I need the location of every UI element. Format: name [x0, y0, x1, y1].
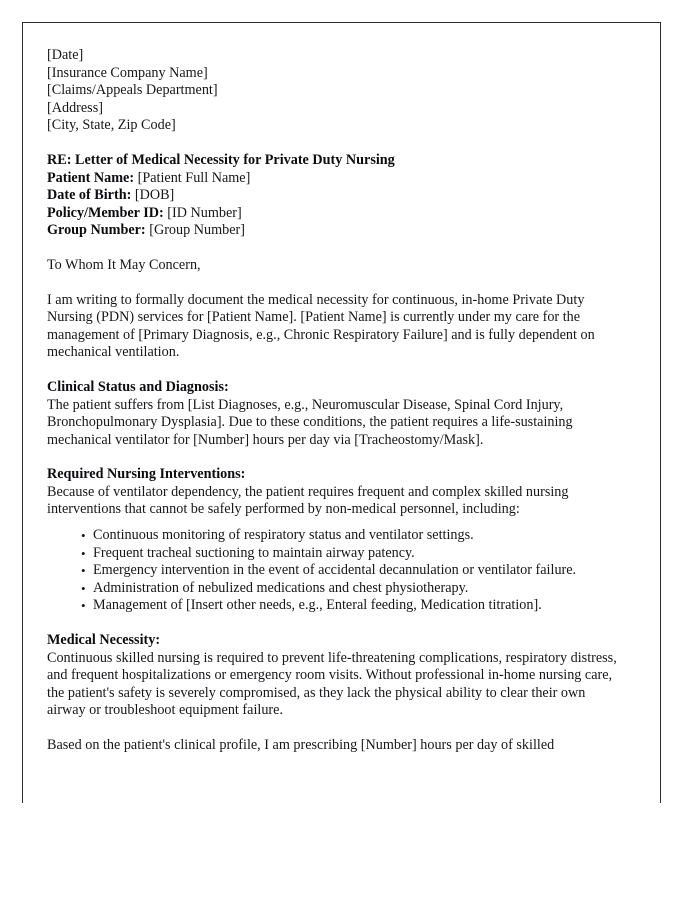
address-line-date: [Date]: [47, 47, 84, 63]
field-value-patient-name: [Patient Full Name]: [137, 169, 251, 186]
address-line-city: [City, State, Zip Code]: [47, 117, 176, 134]
field-label-patient-name: Patient Name:: [47, 169, 135, 186]
list-item: • Emergency intervention in the event of accidental decannulation or ventilator failure.: [81, 562, 623, 580]
field-label-group-number: Group Number:: [47, 222, 146, 239]
field-value-group-number: [Group Number]: [149, 222, 245, 239]
subject-and-patient-block: [47, 152, 623, 240]
opening-paragraph: I am writing to formally document the medical necessity for continuous, in-home Private Duty Nursing (PDN) services for [Patient Name]. [Patient Name] is currently under my care for the management of [Primary Diagnosis, e.g., Chronic Respiratory Failure] and is fully dependent on mechanical ventilation.: [47, 291, 595, 361]
field-value-policy-member-id: [ID Number]: [167, 204, 242, 221]
address-line-company: [Insurance Company Name]: [47, 64, 208, 81]
recipient-address-block: [47, 47, 623, 135]
field-date-of-birth: [47, 187, 623, 205]
truncated-paragraph: Based on the patient's clinical profile, I am prescribing [Number] hours per day of skilled: [47, 737, 555, 753]
field-value-date-of-birth: [DOB]: [134, 187, 175, 204]
section-body-clinical-status: The patient suffers from [List Diagnoses, e.g., Neuromuscular Disease, Spinal Cord Injury, Bronchopulmonary Dysplasia]. Due to these conditions, the patient requires a life-sustaining mechanical ventilator for [Number] hours per day via [Tracheostomy/Mask].: [47, 396, 573, 448]
section-body-medical-necessity: Continuous skilled nursing is required to prevent life-threatening complications, respiratory distress, and frequent hospitalizations or emergency room visits. Without professional in-home nursing care, the patient's safety is severely compromised, as they lack the physical ability to clear their own airway or troubleshoot equipment failure.: [47, 649, 617, 719]
field-policy-member-id: [47, 205, 623, 223]
field-group-number: [47, 222, 623, 240]
address-line-dept: [Claims/Appeals Department]: [47, 82, 218, 99]
list-item: • Continuous monitoring of respiratory status and ventilator settings.: [81, 527, 623, 545]
field-label-policy-member-id: Policy/Member ID:: [47, 204, 164, 221]
subject-line: RE: Letter of Medical Necessity for Private Duty Nursing: [47, 151, 395, 168]
list-item: • Frequent tracheal suctioning to maintain airway patency.: [81, 545, 623, 563]
section-heading-clinical-status: Clinical Status and Diagnosis:: [47, 378, 229, 395]
list-item: • Management of [Insert other needs, e.g., Enteral feeding, Medication titration].: [81, 597, 623, 615]
section-body-required-interventions: Because of ventilator dependency, the patient requires frequent and complex skilled nursing interventions that cannot be safely performed by non-medical personnel, including:: [47, 483, 569, 518]
section-heading-required-interventions: Required Nursing Interventions:: [47, 466, 246, 483]
field-patient-name: [47, 170, 623, 188]
address-line-street: [Address]: [47, 99, 103, 116]
document-body: [47, 47, 623, 755]
list-item: • Administration of nebulized medications and chest physiotherapy.: [81, 580, 623, 598]
document-page: [22, 22, 661, 803]
salutation: To Whom It May Concern,: [47, 256, 201, 273]
field-label-date-of-birth: Date of Birth:: [47, 187, 132, 204]
section-heading-medical-necessity: Medical Necessity:: [47, 632, 161, 649]
intervention-list: [47, 527, 623, 615]
